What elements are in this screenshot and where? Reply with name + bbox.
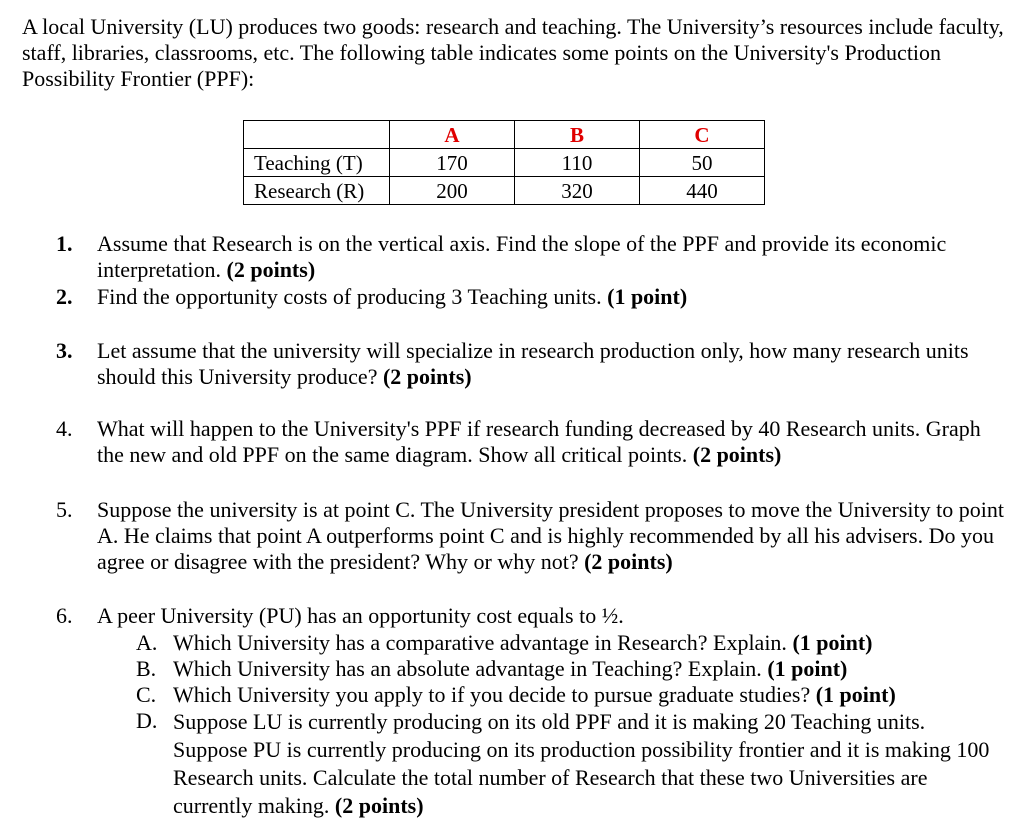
- question-body: Suppose the university is at point C. The University president proposes to move the University to point A. He claims that point A outperforms point C and is highly recommended by all his advisers. Do you agree or disagree with the president? Why or why not?: [97, 497, 1004, 574]
- question-number: 6.: [56, 603, 73, 628]
- subquestion-letter: A.: [136, 630, 158, 655]
- table-cell: 50: [640, 149, 765, 177]
- question-number: 3.: [56, 338, 73, 363]
- question-body: Assume that Research is on the vertical axis. Find the slope of the PPF and provide its economic interpretation.: [97, 231, 947, 282]
- subquestion-points: (2 points): [334, 793, 424, 818]
- question-points: (2 points): [382, 364, 472, 389]
- table-cell: 200: [390, 177, 515, 205]
- question-number: 1.: [56, 231, 73, 256]
- question-points: (2 points): [584, 549, 673, 574]
- table-row: [244, 149, 765, 177]
- table-header-c: C: [640, 121, 765, 149]
- ppf-table: [243, 120, 765, 205]
- subquestion-body: Suppose LU is currently producing on its old PPF and it is making 20 Teaching units. Suppose PU is currently producing on its production possibility frontier and it is making 100 Research units. Calculate the total number of Research that these two Universities are currently making.: [173, 709, 990, 818]
- table-cell: 110: [515, 149, 640, 177]
- subquestion-body: Which University has a comparative advantage in Research? Explain.: [173, 630, 787, 655]
- question-number: 4.: [56, 416, 73, 441]
- subquestion-body: Which University has an absolute advantage in Teaching? Explain.: [173, 656, 762, 681]
- subquestion-text: [173, 630, 1003, 656]
- question-body: What will happen to the University's PPF if research funding decreased by 40 Research units. Graph the new and old PPF on the same diagram. Show all critical points.: [97, 416, 981, 467]
- table-header-row: [244, 121, 765, 149]
- question-number: 5.: [56, 497, 73, 522]
- question-body: A peer University (PU) has an opportunity cost equals to ½.: [97, 603, 624, 628]
- table-header-a: A: [390, 121, 515, 149]
- question-number: 2.: [56, 284, 73, 309]
- question-text: [97, 603, 1012, 629]
- subquestion-letter: D.: [136, 708, 158, 733]
- question-text: [97, 497, 1012, 575]
- subquestion-text: [173, 708, 1003, 820]
- table-header-b: B: [515, 121, 640, 149]
- question-body: Find the opportunity costs of producing 3 Teaching units.: [97, 284, 602, 309]
- question-points: (1 point): [607, 284, 688, 309]
- question-body: Let assume that the university will specialize in research production only, how many research units should this University produce?: [97, 338, 969, 389]
- question-points: (2 points): [226, 257, 316, 282]
- subquestion-body: Which University you apply to if you decide to pursue graduate studies?: [173, 682, 811, 707]
- subquestion-points: (1 point): [767, 656, 848, 681]
- subquestion-points: (1 point): [792, 630, 873, 655]
- question-text: [97, 231, 1012, 283]
- table-cell: 170: [390, 149, 515, 177]
- table-row: [244, 177, 765, 205]
- question-text: [97, 338, 1012, 390]
- subquestion-letter: B.: [136, 656, 157, 681]
- question-text: [97, 416, 1012, 468]
- question-text: [97, 284, 1012, 310]
- subquestion-text: [173, 682, 1003, 708]
- subquestion-points: (1 point): [815, 682, 896, 707]
- table-cell: 320: [515, 177, 640, 205]
- table-corner-cell: [244, 121, 390, 149]
- row-label-research: Research (R): [244, 177, 390, 205]
- row-label-teaching: Teaching (T): [244, 149, 390, 177]
- question-points: (2 points): [692, 442, 782, 467]
- intro-paragraph: A local University (LU) produces two goods: research and teaching. The University’s resources include faculty, staff, libraries, classrooms, etc. The following table indicates some points on the University's Production Possibility Frontier (PPF):: [22, 14, 1004, 91]
- subquestion-text: [173, 656, 1003, 682]
- subquestion-letter: C.: [136, 682, 157, 707]
- table-cell: 440: [640, 177, 765, 205]
